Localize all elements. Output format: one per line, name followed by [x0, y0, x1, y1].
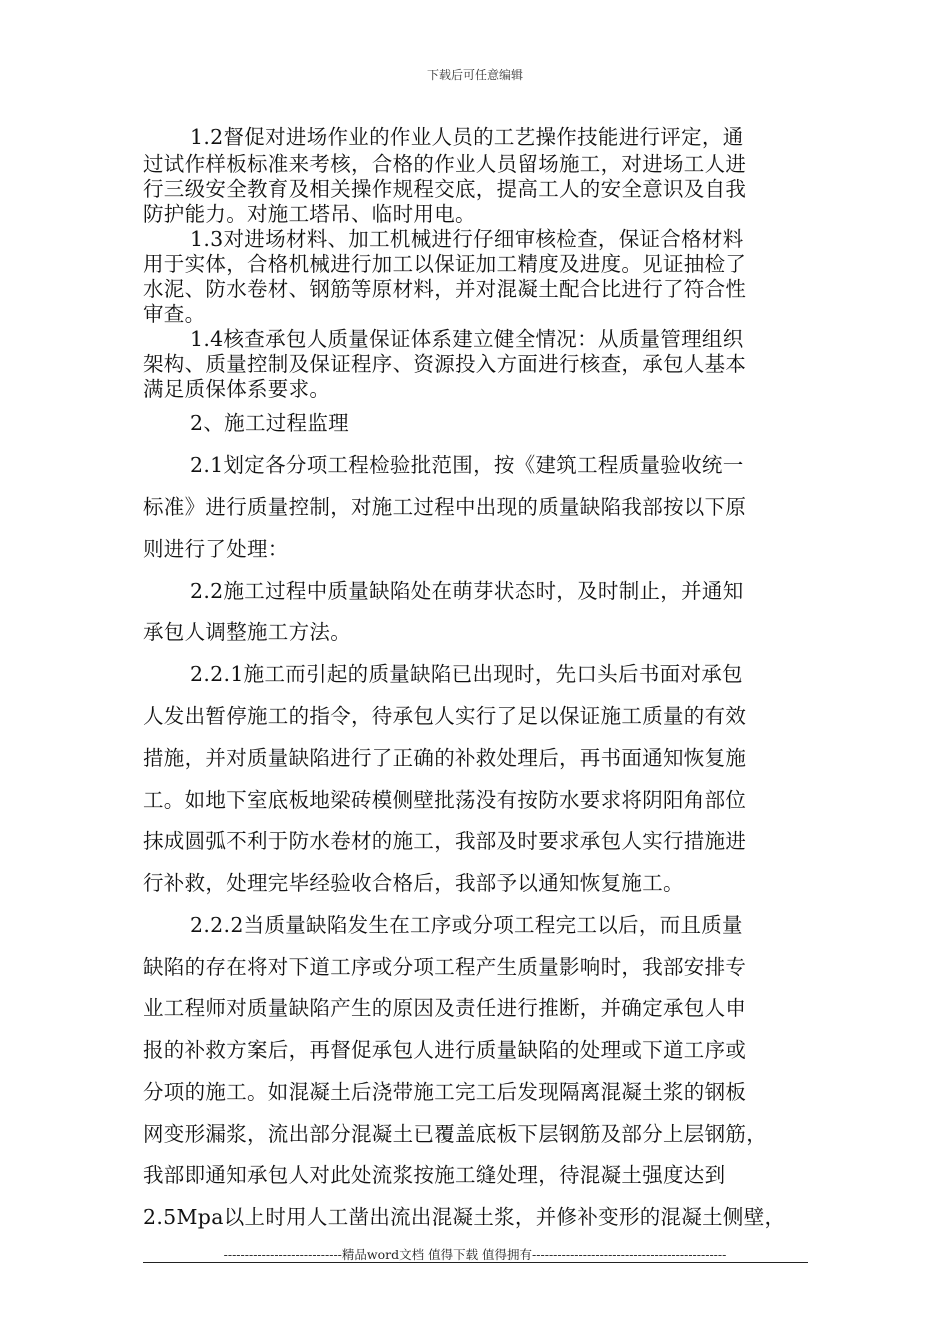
text-line: 业工程师对质量缺陷产生的原因及责任进行推断，并确定承包人申: [143, 996, 747, 1020]
text-line: 1.2督促对进场作业的作业人员的工艺操作技能进行评定，通: [190, 125, 744, 149]
text-line: 报的补救方案后，再督促承包人进行质量缺陷的处理或下道工序或: [143, 1038, 747, 1062]
text-line: 审查。: [143, 302, 206, 326]
text-line: 2.5Mpa以上时用人工凿出流出混凝土浆，并修补变形的混凝土侧壁，: [143, 1205, 786, 1229]
text-line: 满足质保体系要求。: [143, 377, 331, 401]
text-line: 人发出暂停施工的指令，待承包人实行了足以保证施工质量的有效: [143, 704, 747, 728]
text-line: 2.2施工过程中质量缺陷处在萌芽状态时，及时制止，并通知: [190, 579, 744, 603]
text-line: 分项的施工。如混凝土后浇带施工完工后发现隔离混凝土浆的钢板: [143, 1080, 747, 1104]
footer-divider: [143, 1262, 808, 1263]
page-footer-text: ----------------------------精品word文档 值得下载 值得拥有----------------------------------------------: [223, 1247, 727, 1262]
text-line: 行补救，处理完毕经验收合格后，我部予以通知恢复施工。: [143, 871, 684, 895]
text-line: 防护能力。对施工塔吊、临时用电。: [143, 202, 476, 226]
text-line: 抹成圆弧不利于防水卷材的施工，我部及时要求承包人实行措施进: [143, 829, 747, 853]
page-header-note: 下载后可任意编辑: [426, 68, 523, 82]
text-line: 我部即通知承包人对此处流浆按施工缝处理，待混凝土强度达到: [143, 1163, 726, 1187]
text-line: 网变形漏浆，流出部分混凝土已覆盖底板下层钢筋及部分上层钢筋，: [143, 1122, 767, 1146]
text-line: 架构、质量控制及保证程序、资源投入方面进行核查，承包人基本: [143, 352, 747, 376]
text-line: 1.3对进场材料、加工机械进行仔细审核检查，保证合格材料: [190, 227, 744, 251]
section-heading: 2、施工过程监理: [190, 411, 349, 435]
text-line: 2.2.2当质量缺陷发生在工序或分项工程完工以后，而且质量: [190, 913, 743, 937]
text-line: 工。如地下室底板地梁砖模侧壁批荡没有按防水要求将阴阳角部位: [143, 788, 747, 812]
text-line: 缺陷的存在将对下道工序或分项工程产生质量影响时，我部安排专: [143, 955, 747, 979]
text-line: 承包人调整施工方法。: [143, 620, 351, 644]
text-line: 标准》进行质量控制，对施工过程中出现的质量缺陷我部按以下原: [143, 495, 747, 519]
text-line: 1.4核查承包人质量保证体系建立健全情况：从质量管理组织: [190, 327, 744, 351]
text-line: 水泥、防水卷材、钢筋等原材料，并对混凝土配合比进行了符合性: [143, 277, 747, 301]
text-line: 措施，并对质量缺陷进行了正确的补救处理后，再书面通知恢复施: [143, 746, 747, 770]
text-line: 则进行了处理：: [143, 537, 289, 561]
text-line: 用于实体，合格机械进行加工以保证加工精度及进度。见证抽检了: [143, 252, 747, 276]
text-line: 2.1划定各分项工程检验批范围，按《建筑工程质量验收统一: [190, 453, 744, 477]
text-line: 2.2.1施工而引起的质量缺陷已出现时，先口头后书面对承包: [190, 662, 743, 686]
text-line: 过试作样板标准来考核，合格的作业人员留场施工，对进场工人进: [143, 152, 747, 176]
text-line: 行三级安全教育及相关操作规程交底，提高工人的安全意识及自我: [143, 177, 747, 201]
